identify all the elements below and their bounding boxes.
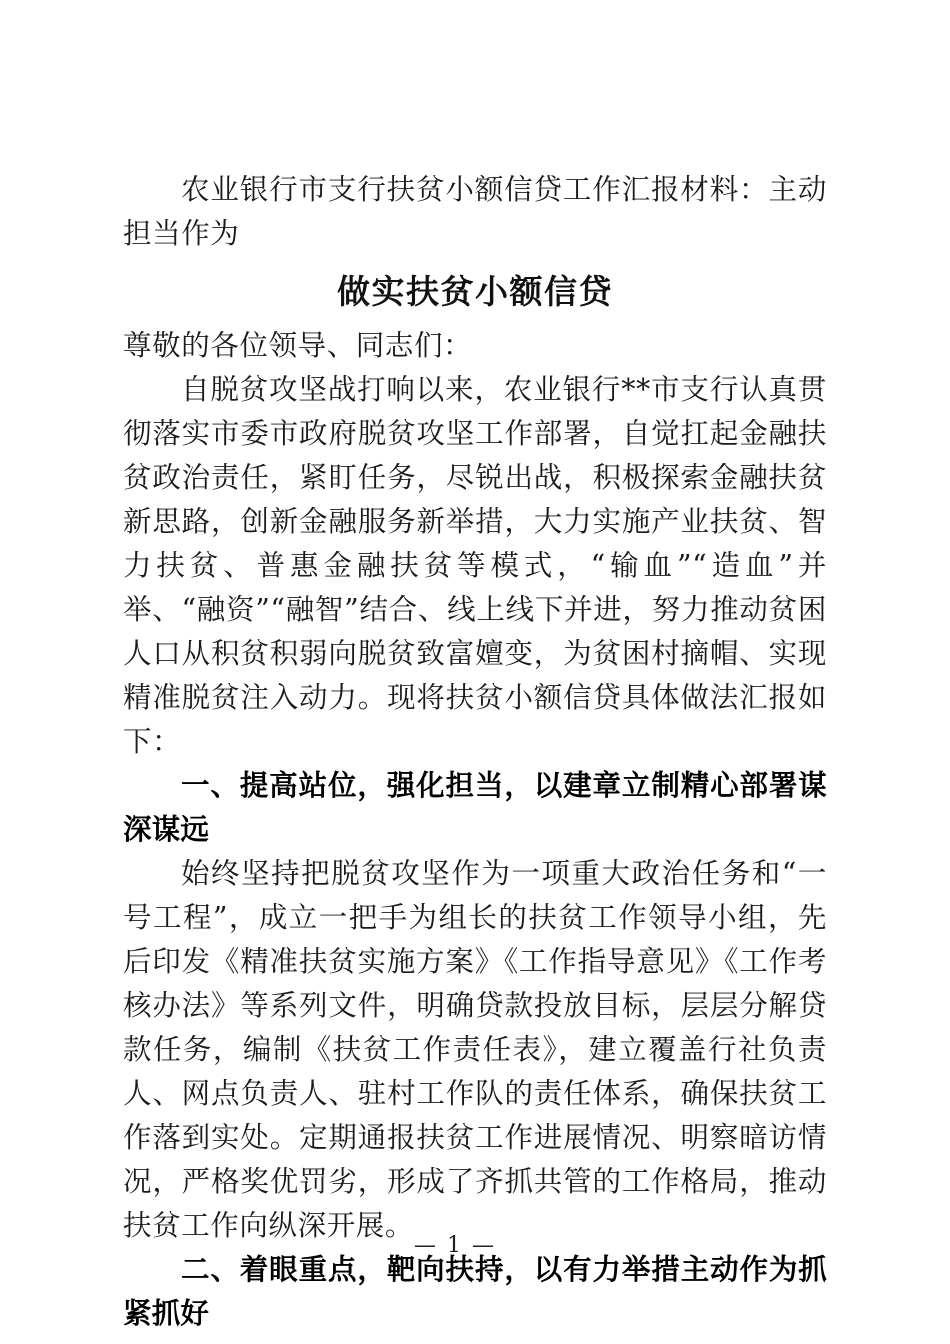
document-title-line: 农业银行市支行扶贫小额信贷工作汇报材料：主动担当作为 (123, 173, 827, 250)
section-heading-2: 二、着眼重点，靶向扶持，以有力举措主动作为抓紧抓好 (123, 1254, 827, 1330)
page-number: — 1 — (414, 1233, 496, 1258)
intro-paragraph: 自脱贫攻坚战打响以来，农业银行**市支行认真贯彻落实市委市政府脱贫攻坚工作部署，自觉扛起金融扶贫政治责任，紧盯任务，尽锐出战，积极探索金融扶贫新思路，创新金融服务新举措，大力实施产业扶贫、智力扶贫、普惠金融扶贫等模式，“输血”“造血”并举、“融资”“融智”结合、线上线下并进，努力推动贫困人口从积贫积弱向脱贫致富嬗变，为贫困村摘帽、实现精准脱贫注入动力。现将扶贫小额信贷具体做法汇报如下： (123, 373, 827, 758)
main-heading: 做实扶贫小额信贷 (337, 272, 613, 311)
section-heading-1: 一、提高站位，强化担当，以建章立制精心部署谋深谋远 (123, 770, 827, 846)
section-1-body: 始终坚持把脱贫攻坚作为一项重大政治任务和“一号工程”，成立一把手为组长的扶贫工作领导小组，先后印发《精准扶贫实施方案》《工作指导意见》《工作考核办法》等系列文件，明确贷款投放目标，层层分解贷款任务，编制《扶贫工作责任表》，建立覆盖行社负责人、网点负责人、驻村工作队的责任体系，确保扶贫工作落到实处。定期通报扶贫工作进展情况、明察暗访情况，严格奖优罚劣，形成了齐抓共管的工作格局，推动扶贫工作向纵深开展。 (123, 857, 827, 1242)
document-body (123, 168, 827, 1336)
salutation: 尊敬的各位领导、同志们： (123, 329, 473, 362)
